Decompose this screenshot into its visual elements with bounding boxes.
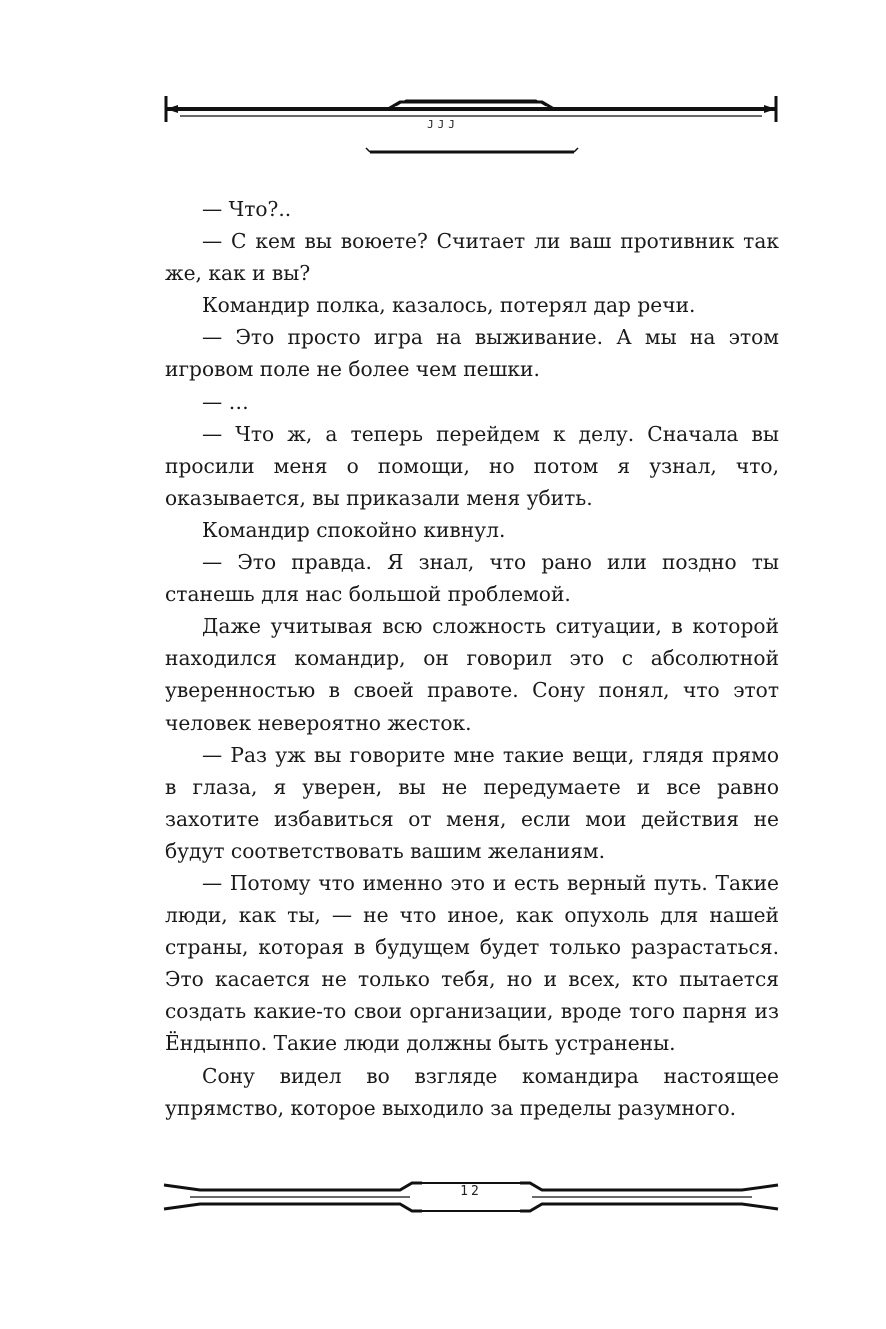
paragraph: — Это просто игра на выживание. А мы на этом игровом поле не более чем пешки. xyxy=(165,325,779,382)
paragraph: Даже учитывая всю сложность ситуации, в которой находился командир, он говорил это с абсолютной уверенностью в своей правоте. Сону понял, что этот человек невероятно жесток. xyxy=(165,614,779,735)
running-head: JJJ xyxy=(427,118,459,131)
paragraph: — Что ж, а теперь перейдем к делу. Сначала вы просили меня о помощи, но потом я узнал, что, оказывается, вы приказали меня убить. xyxy=(165,421,779,510)
paragraph: — С кем вы воюете? Считает ли ваш противник так же, как и вы? xyxy=(165,229,779,286)
paragraph: — … xyxy=(202,389,249,414)
paragraph: Сону видел во взгляде командира настоящее упрямство, которое выходило за пределы разумного. xyxy=(165,1063,779,1120)
paragraph: — Что?.. xyxy=(202,197,292,221)
paragraph: — Это правда. Я знал, что рано или поздно ты станешь для нас большой проблемой. xyxy=(165,550,779,607)
paragraph: Командир спокойно кивнул. xyxy=(202,517,506,542)
paragraph: Командир полка, казалось, потерял дар речи. xyxy=(202,293,696,318)
paragraph: — Потому что именно это и есть верный путь. Такие люди, как ты, — не что иное, как опухоль для нашей страны, которая в будущем будет только разрастаться. Это касается не только тебя, но и всех, кто пытается создать какие-то свои организации, вроде того парня из Ёндынпо. Такие люди должны быть устранены. xyxy=(165,870,779,1056)
paragraph: — Раз уж вы говорите мне такие вещи, глядя прямо в глаза, я уверен, вы не передумаете и все равно захотите избавиться от меня, если мои действия не будут соответствовать вашим желаниям. xyxy=(165,742,779,863)
page-number: 12 xyxy=(460,1184,482,1199)
body-text xyxy=(165,193,779,1124)
